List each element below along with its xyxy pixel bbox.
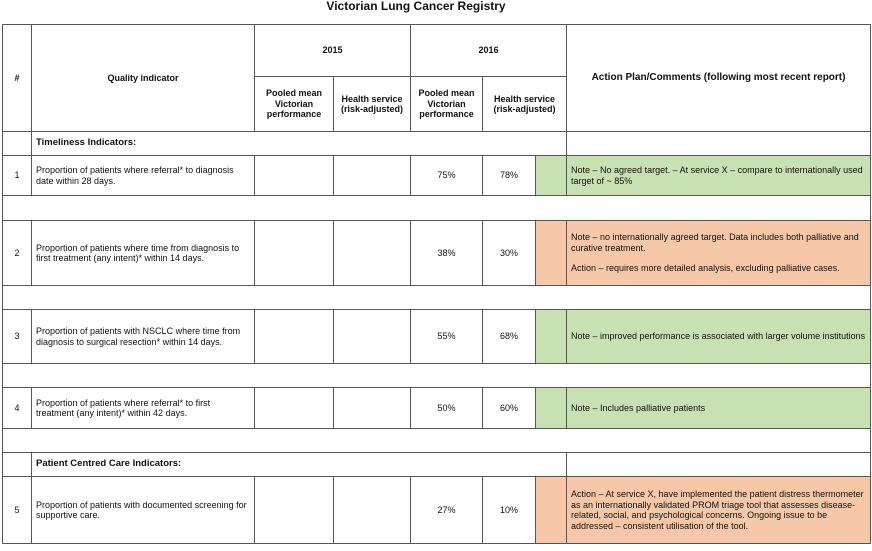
action-comment: Note – no internationally agreed target. Data includes both palliative and curative treatment. Action – requires more detailed analysis, excluding palliative cases. bbox=[567, 221, 871, 286]
status-indicator-orange bbox=[536, 221, 567, 286]
health-service-2015-cell bbox=[334, 156, 411, 196]
health-service-2015-cell bbox=[334, 477, 411, 544]
header-health-service-2015: Health service (risk-adjusted) bbox=[334, 77, 411, 132]
indicator-text: Proportion of patients where time from diagnosis to first treatment (any intent)* within 14 days. bbox=[32, 221, 255, 286]
pooled-2015-cell bbox=[255, 156, 334, 196]
header-year-2016: 2016 bbox=[411, 25, 567, 77]
pooled-2016-value: 75% bbox=[411, 156, 483, 196]
table-row bbox=[3, 477, 871, 544]
action-comment: Note – No agreed target. – At service X – compare to internationally used target of ~ 85% bbox=[567, 156, 871, 196]
row-number: 2 bbox=[3, 221, 32, 286]
table-row bbox=[3, 310, 871, 364]
spacer-row bbox=[3, 286, 871, 310]
pooled-2016-value: 27% bbox=[411, 477, 483, 544]
status-indicator-green bbox=[536, 388, 567, 429]
header-action-plan: Action Plan/Comments (following most recent report) bbox=[567, 25, 871, 132]
health-service-2016-value: 78% bbox=[483, 156, 536, 196]
row-number: 1 bbox=[3, 156, 32, 196]
indicator-text: Proportion of patients with documented screening for supportive care. bbox=[32, 477, 255, 544]
pooled-2015-cell bbox=[255, 477, 334, 544]
header-health-service-2016: Health service (risk-adjusted) bbox=[483, 77, 567, 132]
action-comment: Note – Includes palliative patients bbox=[567, 388, 871, 429]
row-number: 5 bbox=[3, 477, 32, 544]
health-service-2016-value: 60% bbox=[483, 388, 536, 429]
indicator-text: Proportion of patients with NSCLC where time from diagnosis to surgical resection* within 14 days. bbox=[32, 310, 255, 364]
pooled-2016-value: 38% bbox=[411, 221, 483, 286]
indicator-text: Proportion of patients where referral* to first treatment (any intent)* within 42 days. bbox=[32, 388, 255, 429]
spacer-row bbox=[3, 364, 871, 388]
section-label-patient-centred: Patient Centred Care Indicators: bbox=[32, 453, 567, 477]
indicator-text: Proportion of patients where referral* to diagnosis date within 28 days. bbox=[32, 156, 255, 196]
health-service-2016-value: 68% bbox=[483, 310, 536, 364]
header-num: # bbox=[3, 25, 32, 132]
section-row-patient-centred bbox=[3, 453, 871, 477]
spacer-row bbox=[3, 429, 871, 453]
health-service-2015-cell bbox=[334, 310, 411, 364]
health-service-2015-cell bbox=[334, 388, 411, 429]
table-row bbox=[3, 156, 871, 196]
status-indicator-green bbox=[536, 156, 567, 196]
section-row-timeliness bbox=[3, 132, 871, 156]
header-row-years bbox=[3, 25, 871, 77]
header-quality-indicator: Quality indicator bbox=[32, 25, 255, 132]
quality-indicator-table bbox=[2, 24, 871, 544]
section-label-timeliness: Timeliness Indicators: bbox=[32, 132, 567, 156]
status-indicator-orange bbox=[536, 477, 567, 544]
row-number: 4 bbox=[3, 388, 32, 429]
pooled-2016-value: 55% bbox=[411, 310, 483, 364]
pooled-2015-cell bbox=[255, 388, 334, 429]
pooled-2015-cell bbox=[255, 310, 334, 364]
pooled-2015-cell bbox=[255, 221, 334, 286]
row-number: 3 bbox=[3, 310, 32, 364]
header-year-2015: 2015 bbox=[255, 25, 411, 77]
page-title: Victorian Lung Cancer Registry bbox=[326, 0, 506, 13]
table-row bbox=[3, 221, 871, 286]
health-service-2015-cell bbox=[334, 221, 411, 286]
status-indicator-green bbox=[536, 310, 567, 364]
header-pooled-2015: Pooled mean Victorian performance bbox=[255, 77, 334, 132]
table-row bbox=[3, 388, 871, 429]
spacer-row bbox=[3, 196, 871, 221]
action-comment: Note – improved performance is associated with larger volume institutions bbox=[567, 310, 871, 364]
pooled-2016-value: 50% bbox=[411, 388, 483, 429]
action-comment: Action – At service X, have implemented the patient distress thermometer as an internationally validated PROM triage tool that assesses disease-related, social, and psychological concerns. Ongoing issue to be addressed – consistent utilisation of the tool. bbox=[567, 477, 871, 544]
health-service-2016-value: 30% bbox=[483, 221, 536, 286]
header-pooled-2016: Pooled mean Victorian performance bbox=[411, 77, 483, 132]
health-service-2016-value: 10% bbox=[483, 477, 536, 544]
